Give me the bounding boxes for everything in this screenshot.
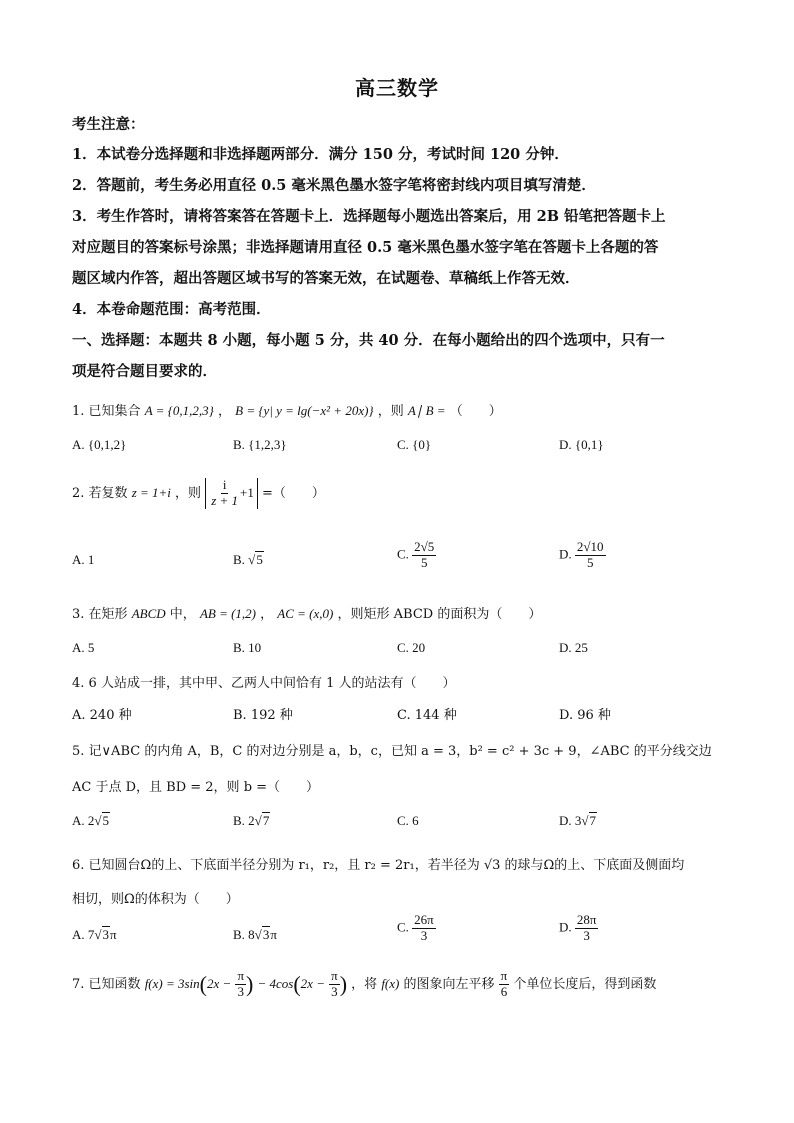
q1-then: ，则 bbox=[377, 404, 404, 419]
q7-arg1-pi: π bbox=[237, 968, 245, 983]
q1-expression: A∣ B = bbox=[407, 403, 446, 418]
q2-plus-one: +1 bbox=[240, 484, 254, 500]
q7-tail1: 的图象向左平移 bbox=[403, 976, 495, 992]
question-6-line1: 6. 已知圆台Ω的上、下底面半径分别为 r₁，r₂，且 r₂ = 2r₁，若半径为 √3 的球与Ω的上、下底面及侧面均 bbox=[72, 858, 685, 873]
notice-item-3: 3．考生作答时，请将答案答在答题卡上．选择题每小题选出答案后，用 2B 铅笔把答题卡上 bbox=[72, 208, 666, 225]
q6-option-c-denominator: 3 bbox=[420, 927, 428, 943]
question-1 bbox=[72, 400, 502, 419]
q2-eq: =（ ） bbox=[262, 485, 325, 501]
q7-arg1-den: 3 bbox=[237, 983, 244, 999]
q7-function-ref: f(x) bbox=[381, 975, 400, 991]
q2-numerator: i bbox=[222, 477, 227, 492]
q1-option-a: A. {0,1,2} bbox=[72, 437, 127, 452]
q5-option-a-label: A. bbox=[72, 813, 85, 828]
q1-option-b: B. {1,2,3} bbox=[233, 437, 287, 452]
q5-option-c bbox=[397, 813, 419, 829]
q5-option-c-label: C. bbox=[397, 813, 409, 828]
q7-cos-term: − 4cos bbox=[257, 975, 294, 991]
q7-arg2: 2x − bbox=[300, 975, 325, 991]
q2-option-b-radicand: 5 bbox=[256, 552, 263, 567]
q6-option-b-coef: 8 bbox=[248, 927, 255, 942]
q2-prefix: 2. 若复数 bbox=[72, 485, 128, 501]
q2-denominator: z + 1 bbox=[211, 492, 239, 508]
q1-set-a: A = {0,1,2,3} bbox=[144, 403, 214, 418]
q2-modulus bbox=[205, 478, 258, 509]
q5-option-d-coef: 3 bbox=[574, 813, 582, 828]
page-title: 高三数学 bbox=[355, 76, 439, 100]
q6-option-c-label: C. bbox=[397, 919, 409, 935]
q2-option-d-numerator: 2√10 bbox=[576, 539, 604, 554]
q5-option-b-label: B. bbox=[233, 813, 245, 828]
notice-item-2: 2．答题前，考生务必用直径 0.5 毫米黑色墨水签字笔将密封线内项目填写清楚． bbox=[72, 177, 596, 194]
notice-heading: 考生注意： bbox=[72, 116, 145, 133]
q3-vector-ac: AC = (x,0) bbox=[277, 606, 334, 621]
q3-option-d: D. 25 bbox=[559, 640, 588, 655]
q5-option-c-value: 6 bbox=[412, 813, 419, 828]
q1-prefix: 1. 已知集合 bbox=[72, 404, 141, 419]
question-7: 7. 已知函数 f(x) = 3sin(2x − $\frac{\pi}{3}$ ) − 4cos(2x − $\frac{\pi}{3}$ ) ，将 f(x) 的图象向左平移 $\frac{\pi}{6}$ 个单位长度后，得到函数 bbox=[72, 968, 657, 999]
q3-option-a: A. 5 bbox=[72, 640, 95, 655]
q7-mid: ，将 bbox=[351, 976, 378, 992]
q2-fraction bbox=[209, 478, 240, 509]
q5-option-a-coef: 2 bbox=[87, 813, 95, 828]
q7-arg1: 2x − bbox=[207, 975, 232, 991]
q6-option-a: A. 7√3π bbox=[72, 927, 117, 942]
q3-vector-ab: AB = (1,2) bbox=[199, 606, 256, 621]
q2-option-c-numerator: 2√5 bbox=[414, 539, 435, 554]
q6-option-a-coef: 7 bbox=[87, 927, 95, 942]
q3-prefix: 3. 在矩形 bbox=[72, 607, 128, 622]
question-5-line2: AC 于点 D，且 BD = 2，则 b =（ ） bbox=[72, 780, 320, 795]
q6-option-d-label: D. bbox=[559, 919, 572, 935]
q1-option-d: D. {0,1} bbox=[559, 437, 604, 452]
q2-option-a-label: A. bbox=[72, 552, 85, 567]
q2-option-a-value: 1 bbox=[87, 552, 95, 567]
notice-item-3-cont1: 对应题目的答案标号涂黑；非选择题请用直径 0.5 毫米黑色墨水签字笔在答题卡上各题的答 bbox=[72, 239, 659, 256]
q1-set-b: B = {y| y = lg(−x² + 20x)} bbox=[235, 403, 374, 418]
q2-option-b-label: B. bbox=[233, 552, 245, 567]
q5-option-d: D. 3√7 bbox=[559, 813, 597, 828]
q5-option-b-radicand: 7 bbox=[262, 813, 270, 828]
q6-option-b-pi: π bbox=[270, 927, 277, 942]
q6-option-a-pi: π bbox=[110, 927, 117, 942]
q2-z: z = 1+i bbox=[131, 484, 171, 500]
q7-shift-pi: π bbox=[500, 968, 508, 983]
q5-option-a: A. 2√5 bbox=[72, 813, 110, 828]
q4-option-b: B. 192 种 bbox=[233, 708, 293, 723]
q2-then: ，则 bbox=[175, 485, 202, 501]
q2-option-d-denominator: 5 bbox=[586, 554, 594, 570]
q7-tail2: 个单位长度后，得到函数 bbox=[513, 976, 657, 992]
q6-option-b-radicand: 3 bbox=[262, 927, 270, 942]
q6-option-b: B. 8√3π bbox=[233, 927, 277, 942]
q6-option-a-radicand: 3 bbox=[102, 927, 110, 942]
q3-option-b: B. 10 bbox=[233, 640, 262, 655]
q3-comma: ， bbox=[260, 607, 274, 622]
q6-option-d-denominator: 3 bbox=[583, 927, 590, 943]
q4-option-c: C. 144 种 bbox=[397, 708, 457, 723]
q1-option-c: C. {0} bbox=[397, 437, 432, 452]
section-heading-line1: 一、选择题：本题共 8 小题，每小题 5 分，共 40 分．在每小题给出的四个选项中，只有一 bbox=[72, 332, 665, 349]
q7-arg2-den: 3 bbox=[331, 983, 338, 999]
notice-item-3-cont2: 题区域内作答，超出答题区域书写的答案无效，在试题卷、草稿纸上作答无效． bbox=[72, 270, 580, 287]
q7-prefix: 7. 已知函数 bbox=[72, 976, 141, 992]
q5-option-b-coef: 2 bbox=[248, 813, 255, 828]
q5-option-a-radicand: 5 bbox=[102, 813, 110, 828]
section-heading-line2: 项是符合题目要求的． bbox=[72, 363, 217, 380]
q6-option-b-label: B. bbox=[233, 927, 245, 942]
q2-option-b: B. √5 bbox=[233, 552, 263, 567]
question-3 bbox=[72, 603, 541, 622]
q2-option-a bbox=[72, 552, 94, 568]
question-5-line1: 5. 记∨ABC 的内角 A，B，C 的对边分别是 a，b，c，已知 a = 3，b² = c² + 3c + 9，∠ABC 的平分线交边 bbox=[72, 744, 712, 759]
q6-option-a-label: A. bbox=[72, 927, 85, 942]
q4-option-d: D. 96 种 bbox=[559, 708, 611, 723]
q2-option-c-label: C. bbox=[397, 546, 409, 562]
question-2 bbox=[72, 478, 325, 509]
q7-shift-den: 6 bbox=[500, 983, 508, 999]
notice-item-1: 1．本试卷分选择题和非选择题两部分．满分 150 分，考试时间 120 分钟． bbox=[72, 146, 569, 163]
q6-option-d bbox=[559, 913, 598, 944]
notice-item-4: 4．本卷命题范围：高考范围． bbox=[72, 301, 271, 318]
q4-option-a: A. 240 种 bbox=[72, 708, 132, 723]
q6-option-d-numerator: 28π bbox=[576, 912, 597, 927]
question-6-line2: 相切，则Ω的体积为（ ） bbox=[72, 892, 239, 907]
q7-arg2-pi: π bbox=[331, 968, 338, 983]
q3-option-c: C. 20 bbox=[397, 640, 426, 655]
q5-option-d-label: D. bbox=[559, 813, 572, 828]
q6-option-c-numerator: 26π bbox=[414, 912, 434, 927]
q6-option-c bbox=[397, 913, 436, 944]
question-4: 4. 6 人站成一排，其中甲、乙两人中间恰有 1 人的站法有（ ） bbox=[72, 676, 456, 691]
q7-function: f(x) = 3sin bbox=[144, 975, 200, 991]
q1-paren: （ ） bbox=[449, 404, 502, 419]
q3-mid: 中， bbox=[169, 607, 196, 622]
q3-rectangle: ABCD bbox=[131, 606, 166, 621]
q2-option-c bbox=[397, 540, 436, 571]
q5-option-d-radicand: 7 bbox=[589, 813, 597, 828]
q1-sep: ， bbox=[217, 404, 231, 419]
q3-tail: ，则矩形 ABCD 的面积为（ ） bbox=[337, 607, 542, 622]
q2-option-d bbox=[559, 540, 606, 571]
q2-option-c-denominator: 5 bbox=[420, 554, 428, 570]
q2-option-d-label: D. bbox=[559, 546, 572, 562]
q5-option-b: B. 2√7 bbox=[233, 813, 270, 828]
